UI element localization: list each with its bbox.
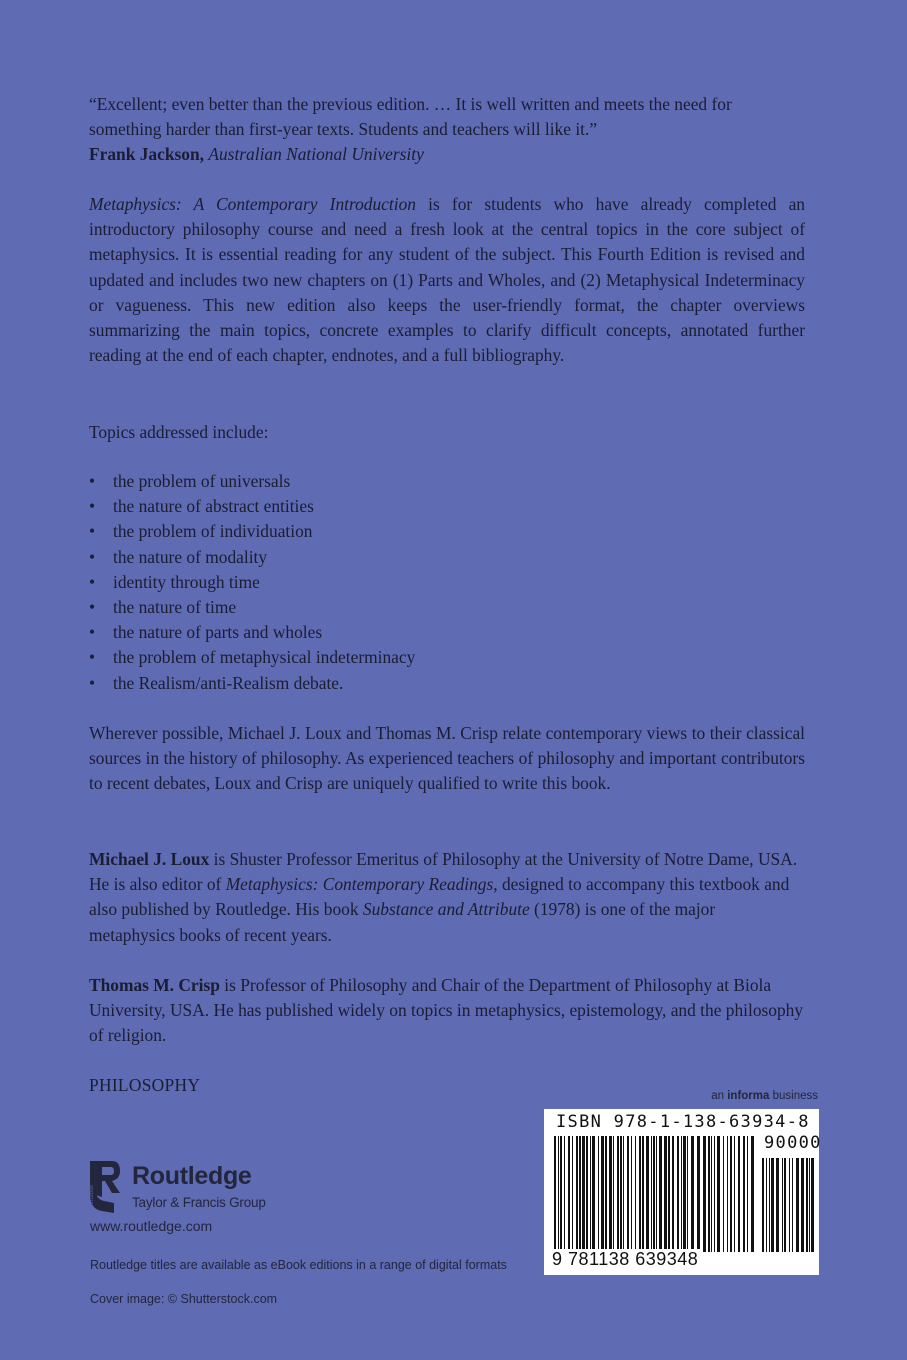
routledge-logo — [90, 1161, 270, 1213]
bullet: • — [89, 521, 96, 542]
barcode-bar — [776, 1158, 779, 1252]
list-item: • the nature of abstract entities — [89, 494, 805, 519]
informa-brand: informa — [727, 1090, 770, 1102]
barcode-bar — [582, 1136, 585, 1252]
barcode-bar — [766, 1158, 767, 1252]
barcode-bar — [784, 1158, 786, 1252]
barcode-bar — [613, 1136, 614, 1252]
barcode-bar — [738, 1136, 740, 1252]
barcode-bar — [691, 1136, 694, 1252]
barcode-bar — [564, 1136, 565, 1252]
barcode-bar — [631, 1136, 632, 1252]
barcode-bar — [806, 1158, 808, 1252]
list-item: • identity through time — [89, 570, 805, 595]
isbn-barcode — [544, 1109, 822, 1275]
barcode-bar — [727, 1136, 728, 1252]
barcode-bar — [714, 1136, 715, 1252]
barcode-bar — [796, 1158, 799, 1252]
barcode-bar — [747, 1136, 748, 1252]
book-title: Metaphysics: A Contemporary Introduction — [89, 194, 416, 214]
barcode-bar — [751, 1136, 754, 1252]
svg-text:ROUTLEDGE: ROUTLEDGE — [89, 1184, 94, 1211]
barcode-bar — [620, 1136, 622, 1252]
publisher-name: Routledge — [132, 1162, 252, 1190]
list-item: • the nature of parts and wholes — [89, 620, 805, 645]
barcode-bar — [598, 1136, 599, 1252]
barcode-bar — [646, 1136, 649, 1252]
quote-text: “Excellent; even better than the previous edition. … It is well written and meets the need for something harder than first-year texts. Students and teachers will like it.” — [89, 94, 732, 140]
ean-number: 9 781138 639348 — [552, 1249, 699, 1269]
barcode-bar — [601, 1136, 604, 1252]
list-item: • the nature of modality — [89, 545, 805, 570]
barcode-bar — [708, 1136, 710, 1252]
loux-name: Michael J. Loux — [89, 849, 210, 869]
barcode-bar — [656, 1136, 657, 1252]
barcode-bar — [677, 1136, 679, 1252]
barcode-bar — [560, 1136, 562, 1252]
barcode-bar — [730, 1136, 732, 1252]
barcode-bar — [792, 1158, 793, 1252]
barcode-bar — [762, 1158, 764, 1252]
authors-paragraph: Wherever possible, Michael J. Loux and Thomas M. Crisp relate contemporary views to their classical sources in the history of philosophy. As experienced teachers of philosophy and important contributors to recent debates, Loux and Crisp are uniquely qualified to write this book. — [89, 723, 805, 794]
barcode-bar — [554, 1136, 556, 1252]
barcode-bar — [623, 1136, 624, 1252]
publisher-website[interactable]: www.routledge.com — [90, 1218, 213, 1234]
barcode-bar — [590, 1136, 591, 1252]
list-item: • the problem of individuation — [89, 519, 805, 544]
barcode-bar — [717, 1136, 720, 1252]
review-quote — [89, 92, 805, 168]
bullet: • — [89, 496, 96, 517]
crisp-bio: Thomas M. Crisp is Professor of Philosophy and Chair of the Department of Philosophy at Biola University, USA. He has published widely on topics in metaphysics, epistemology, and the philosophy of religion. — [89, 975, 804, 1046]
list-item: • the Realism/anti-Realism debate. — [89, 671, 805, 696]
list-item: • the problem of universals — [89, 469, 805, 494]
loux-book-1: Metaphysics: Contemporary Readings — [225, 874, 494, 895]
barcode-bar — [683, 1136, 686, 1252]
barcode-bar — [711, 1136, 712, 1252]
isbn-label: ISBN 978-1-138-63934-8 — [556, 1112, 810, 1132]
barcode-bar — [586, 1136, 588, 1252]
bullet: • — [89, 571, 96, 592]
subject-category: PHILOSOPHY — [89, 1075, 201, 1095]
barcode-bar — [723, 1136, 724, 1252]
barcode-bar — [592, 1136, 595, 1252]
informa-tagline: an informa business — [711, 1090, 818, 1102]
topics-list — [89, 469, 805, 696]
barcode-bar — [782, 1158, 783, 1252]
bullet: • — [89, 647, 96, 668]
barcode-bars — [554, 1136, 754, 1252]
barcode-bar — [605, 1136, 607, 1252]
bullet: • — [89, 596, 96, 617]
barcode-bar — [672, 1136, 674, 1252]
barcode-bar — [576, 1136, 578, 1252]
barcode-bar — [653, 1136, 655, 1252]
barcode-bar — [681, 1136, 682, 1252]
barcode-bar — [697, 1136, 700, 1252]
barcode-bar — [789, 1158, 790, 1252]
barcode-bar — [769, 1158, 770, 1252]
barcode-bar — [743, 1136, 745, 1252]
price-addon-number: 90000 — [764, 1133, 822, 1153]
barcode-bar — [664, 1136, 667, 1252]
bullet: • — [89, 471, 96, 491]
barcode-bar — [627, 1136, 629, 1252]
barcode-bar — [811, 1158, 814, 1252]
quote-author: Frank Jackson, — [89, 144, 204, 165]
barcode-bar — [609, 1136, 612, 1252]
barcode-bar — [635, 1136, 636, 1252]
barcode-bar — [734, 1136, 735, 1252]
bullet: • — [89, 622, 96, 643]
barcode-bar — [617, 1136, 619, 1252]
barcode-bar — [668, 1136, 670, 1252]
barcode-bar — [651, 1136, 652, 1252]
bullet: • — [89, 546, 96, 567]
list-item: • the problem of metaphysical indeterminacy — [89, 645, 805, 670]
bullet: • — [89, 672, 96, 693]
barcode-bar — [568, 1136, 570, 1252]
quote-attribution — [89, 142, 805, 167]
quote-affiliation: Australian National University — [208, 144, 424, 165]
book-description — [89, 192, 805, 368]
barcode-bar — [703, 1136, 706, 1252]
loux-book-2: Substance and Attribute — [362, 899, 530, 920]
barcode-bar — [579, 1136, 581, 1252]
ebook-note: Routledge titles are available as eBook editions in a range of digital formats — [90, 1258, 507, 1272]
barcode-bar — [687, 1136, 688, 1252]
loux-bio: Michael J. Loux is Shuster Professor Emeritus of Philosophy at the University of Notre Dame, USA. He is also editor of Metaphysics: Contemporary Readings, designed to accompany this textbook and also published by Routledge. His book Substance and Attribute (1978) is one of the major metaphysics books of recent years. — [89, 849, 798, 945]
barcode-bar — [642, 1136, 644, 1252]
barcode-bar — [572, 1136, 573, 1252]
barcode-bar — [639, 1136, 641, 1252]
routledge-mark-icon — [90, 1161, 120, 1213]
cover-credit: Cover image: © Shutterstock.com — [90, 1292, 278, 1306]
addon-barcode-bars — [762, 1158, 814, 1252]
crisp-name: Thomas M. Crisp — [89, 975, 220, 995]
barcode-bar — [771, 1158, 774, 1252]
description-body: is for students who have already completed an introductory philosophy course and need a fresh look at the central topics in the core subject of metaphysics. It is essential reading for any student of the subject. This Fourth Edition is revised and updated and includes two new chapters on (1) Parts and Wholes, and (2) Metaphysical Indeterminacy or vagueness. This new edition also keeps the user-friendly format, the chapter overviews summarizing the main topics, concrete examples to clarify difficult concepts, annotated further reading at the end of each chapter, endnotes, and a full bibliography. — [89, 194, 805, 366]
list-item: • the nature of time — [89, 595, 805, 620]
barcode-bar — [659, 1136, 662, 1252]
topics-intro: Topics addressed include: — [89, 422, 269, 442]
publisher-group: Taylor & Francis Group — [132, 1195, 266, 1210]
barcode-bar — [801, 1158, 804, 1252]
barcode-bar — [558, 1136, 559, 1252]
barcode-bar — [809, 1158, 810, 1252]
